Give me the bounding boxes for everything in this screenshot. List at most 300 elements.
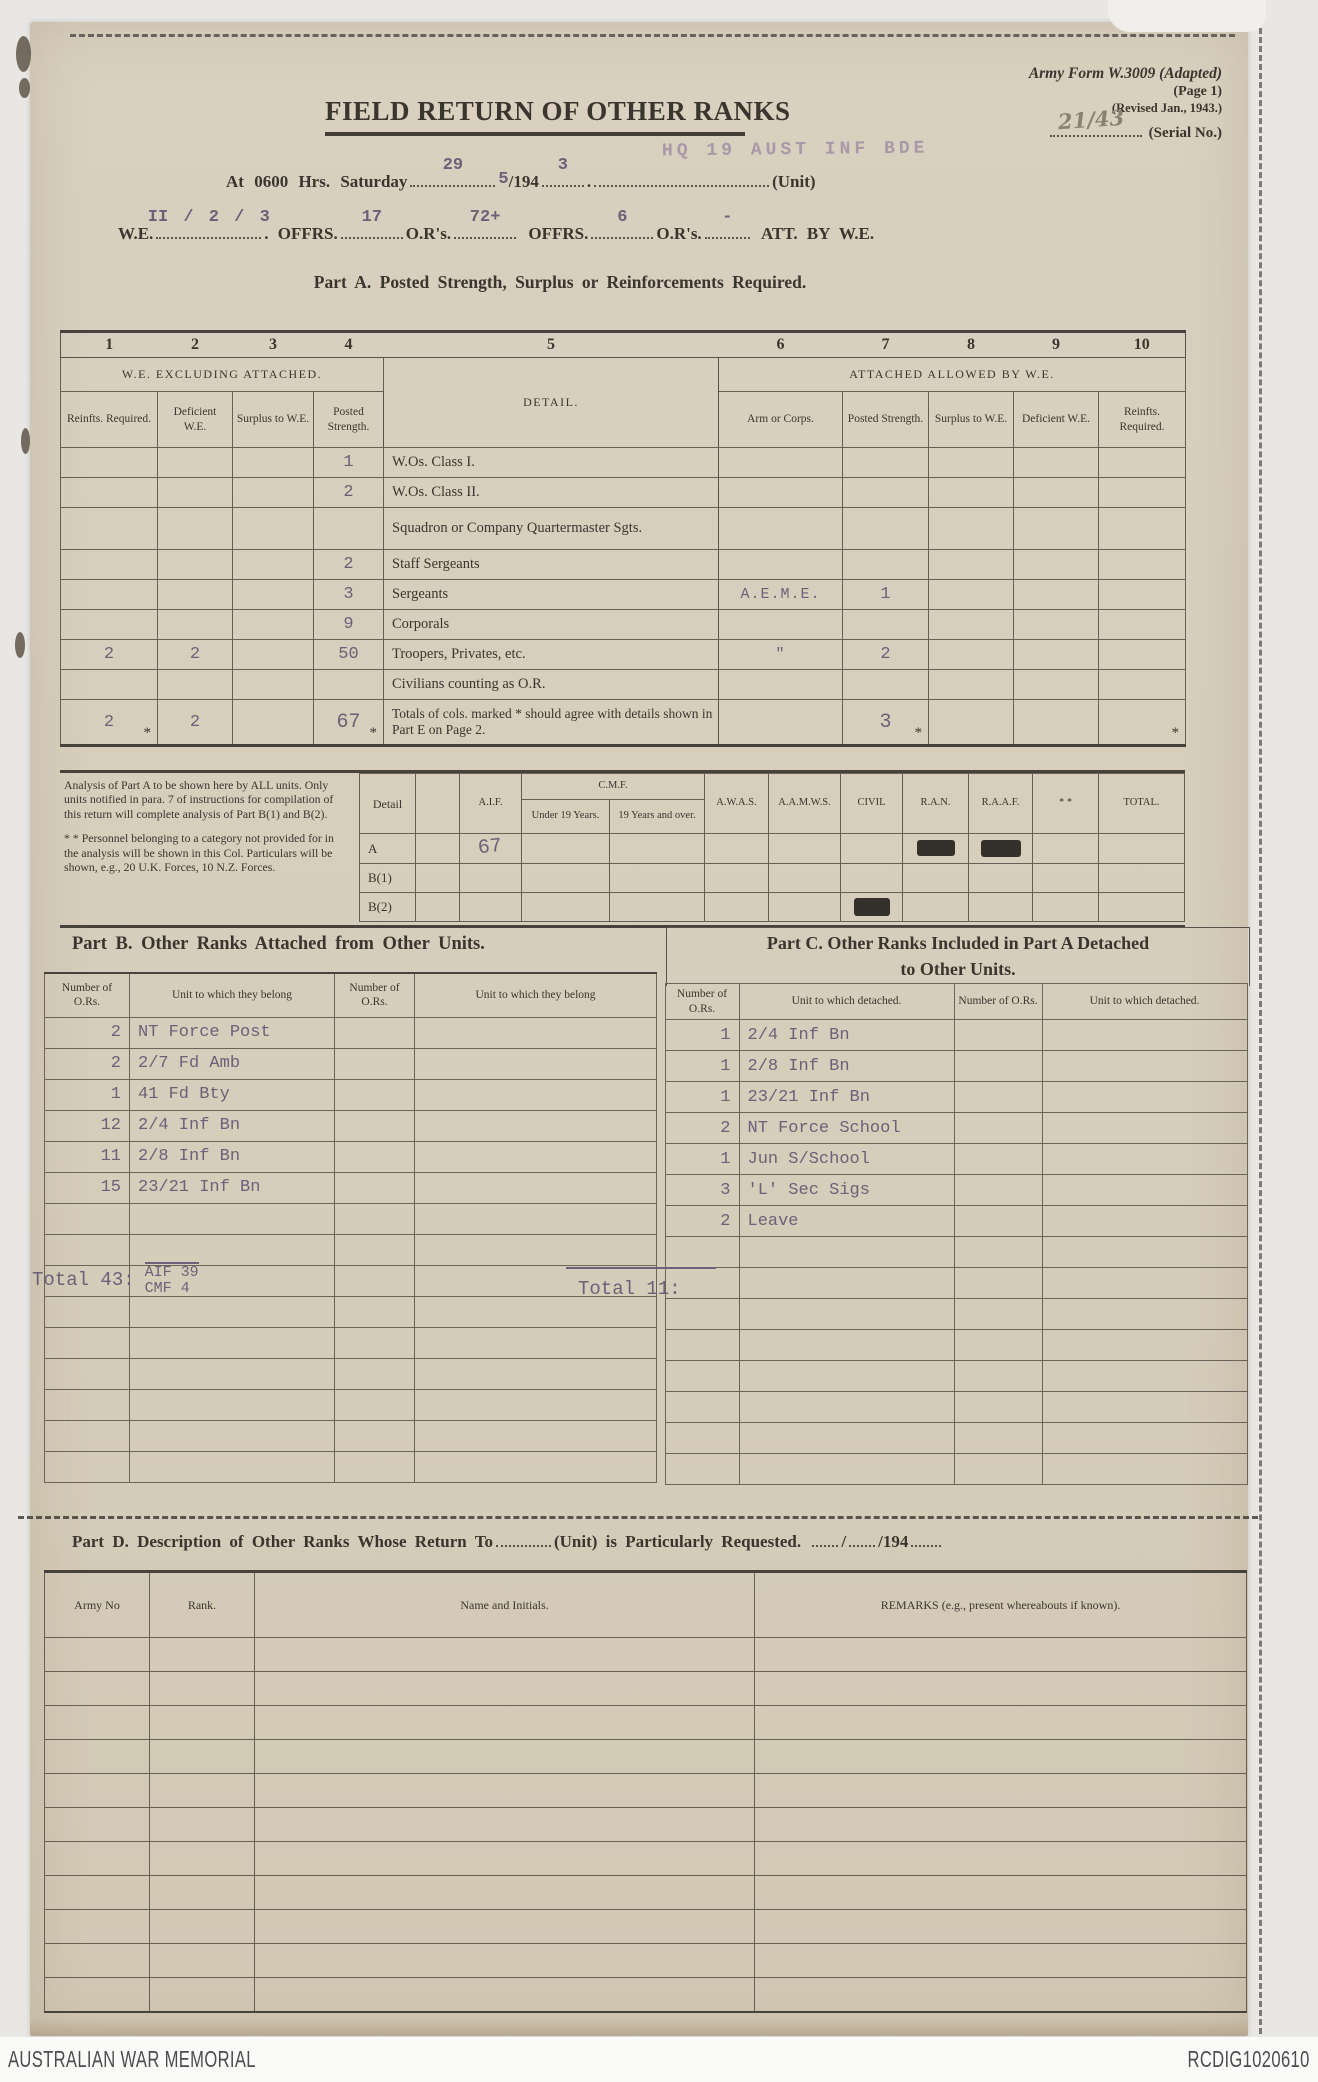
analysis-col-over19: 19 Years and over. [610, 800, 705, 834]
empty-cell [335, 1296, 415, 1327]
empty-cell [929, 670, 1014, 700]
empty-cell [45, 1389, 130, 1420]
empty-cell [233, 508, 314, 550]
empty-cell [158, 580, 233, 610]
subhead-surplus: Surplus to W.E. [233, 392, 314, 448]
unit-name: NT Force School [739, 1113, 954, 1144]
empty-cell [61, 508, 158, 550]
empty-cell [739, 1423, 954, 1454]
col-name-initials: Name and Initials. [255, 1572, 755, 1638]
empty-cell [150, 1740, 255, 1774]
col-army-no: Army No [45, 1572, 150, 1638]
empty-cell [45, 1706, 150, 1740]
empty-cell [1099, 580, 1186, 610]
col-number: 9 [1014, 332, 1099, 358]
empty-cell [739, 1299, 954, 1330]
col-number: 8 [929, 332, 1014, 358]
empty-cell [522, 863, 610, 892]
scan-artifact [15, 632, 25, 658]
empty-cell [954, 1392, 1042, 1423]
empty-cell [150, 1842, 255, 1876]
empty-cell [415, 1389, 657, 1420]
unit-name: 2/8 Inf Bn [739, 1051, 954, 1082]
empty-cell [45, 1740, 150, 1774]
part-a-table [60, 330, 1186, 747]
year-printed: /194 [508, 172, 539, 191]
empty-cell [335, 1389, 415, 1420]
col-number: 10 [1099, 332, 1186, 358]
arm-or-corps-ditto: " [719, 640, 843, 670]
posted-strength-value: 2 [314, 550, 384, 580]
empty-cell [769, 892, 841, 921]
table-row [45, 1978, 1247, 2012]
table-row [45, 1327, 657, 1358]
empty-cell [739, 1392, 954, 1423]
totals-attached-posted [843, 700, 929, 746]
empty-cell [1042, 1361, 1247, 1392]
empty-cell [929, 508, 1014, 550]
analysis-row-a [360, 834, 1185, 863]
part-b-total-breakdown [145, 1262, 199, 1297]
empty-cell [45, 1672, 150, 1706]
table-row [61, 670, 1186, 700]
empty-cell [954, 1454, 1042, 1485]
empty-cell [1099, 508, 1186, 550]
empty-cell [158, 670, 233, 700]
table-row [45, 1774, 1247, 1808]
empty-cell [150, 1774, 255, 1808]
ors-count: 2 [665, 1206, 739, 1237]
empty-cell [255, 1672, 755, 1706]
empty-cell [233, 640, 314, 670]
empty-cell [1042, 1330, 1247, 1361]
empty-cell [1033, 863, 1099, 892]
part-d-heading [72, 1530, 944, 1552]
empty-cell [45, 1358, 130, 1389]
table-row [45, 1234, 657, 1265]
table-row [45, 1172, 657, 1203]
empty-cell [130, 1451, 335, 1482]
part-c-table [665, 983, 1248, 1485]
empty-cell [954, 1082, 1042, 1113]
empty-cell [1099, 478, 1186, 508]
analysis-col-under19: Under 19 Years. [522, 800, 610, 834]
empty-cell [45, 1420, 130, 1451]
group-left-header: W.E. EXCLUDING ATTACHED. [61, 358, 384, 392]
empty-cell [150, 1672, 255, 1706]
empty-cell [755, 1672, 1247, 1706]
empty-cell [610, 863, 705, 892]
empty-cell [1042, 1020, 1247, 1051]
part-a-heading: Part A. Posted Strength, Surplus or Reinforcements Required. [313, 272, 807, 292]
table-row [665, 1299, 1247, 1330]
totals-reinfts-attached [1099, 700, 1186, 746]
part-d-year-field [911, 1530, 941, 1547]
table-row [665, 1237, 1247, 1268]
paper-bottom-shadow [30, 2018, 1248, 2036]
we-label: W.E. [118, 224, 154, 243]
empty-cell [1042, 1051, 1247, 1082]
empty-cell [755, 1740, 1247, 1774]
part-c-heading-line1: Part C. Other Ranks Included in Part A Detached [766, 933, 1150, 953]
empty-cell [755, 1910, 1247, 1944]
empty-cell [150, 1876, 255, 1910]
ors2-field [705, 208, 750, 239]
empty-cell [335, 1451, 415, 1482]
att-label: ATT. BY W.E. [761, 224, 875, 243]
we-line [118, 208, 875, 244]
col-unit-belong: Unit to which they belong [415, 973, 657, 1017]
unit-name: Jun S/School [739, 1144, 954, 1175]
empty-cell [1099, 834, 1185, 863]
detail-label: Staff Sergeants [384, 550, 719, 580]
empty-cell [45, 1296, 130, 1327]
table-row [61, 448, 1186, 478]
ors-count: 1 [665, 1144, 739, 1175]
empty-cell [1042, 1144, 1247, 1175]
empty-cell [416, 863, 460, 892]
attached-posted-value: 2 [843, 640, 929, 670]
analysis-raaf-cell [969, 834, 1033, 863]
col-number: 4 [314, 332, 384, 358]
empty-cell [130, 1389, 335, 1420]
empty-cell [739, 1361, 954, 1392]
empty-cell [843, 550, 929, 580]
part-a-section [60, 330, 1186, 747]
torn-edge-patch [1108, 0, 1266, 32]
document-paper [30, 22, 1248, 2036]
empty-cell [954, 1268, 1042, 1299]
group-header-row [61, 358, 1186, 392]
table-row [665, 1423, 1247, 1454]
asterisk-mark: * [369, 725, 377, 741]
empty-cell [335, 1203, 415, 1234]
unit-field [594, 170, 769, 187]
part-d-unit-field [496, 1530, 551, 1547]
empty-cell [903, 863, 969, 892]
totals-note: Totals of cols. marked * should agree with details shown in Part E on Page 2. [384, 700, 719, 746]
unit-name: 23/21 Inf Bn [130, 1172, 335, 1203]
unit-name: 2/4 Inf Bn [130, 1110, 335, 1141]
empty-cell [954, 1144, 1042, 1175]
analysis-row-label: B(1) [360, 863, 416, 892]
col-number: 1 [61, 332, 158, 358]
empty-cell [61, 478, 158, 508]
posted-strength-value: 1 [314, 448, 384, 478]
empty-cell [1033, 834, 1099, 863]
analysis-col-detail: Detail [360, 774, 416, 834]
table-row [45, 1203, 657, 1234]
part-d-table [44, 1570, 1247, 2013]
empty-cell [415, 1420, 657, 1451]
col-number: 2 [158, 332, 233, 358]
empty-cell [255, 1944, 755, 1978]
table-row [45, 1672, 1247, 1706]
empty-cell [1042, 1113, 1247, 1144]
table-row [665, 1392, 1247, 1423]
subhead-posted: Posted Strength. [314, 392, 384, 448]
we-field [147, 208, 270, 239]
table-row [45, 1358, 657, 1389]
empty-cell [335, 1327, 415, 1358]
typed-underline [566, 1267, 716, 1269]
form-number: Army Form W.3009 (Adapted) [1028, 65, 1222, 82]
ors-count: 1 [665, 1051, 739, 1082]
unit-name: 2/7 Fd Amb [130, 1048, 335, 1079]
empty-cell [415, 1141, 657, 1172]
detail-label: Sergeants [384, 580, 719, 610]
ors-count: 3 [665, 1175, 739, 1206]
totals-posted [314, 700, 384, 746]
part-c-header-row [665, 984, 1247, 1020]
empty-cell [416, 774, 460, 834]
part-c-total-text: Total 11: [578, 1278, 681, 1300]
totals-deficient: 2 [158, 700, 233, 746]
empty-cell [61, 670, 158, 700]
posted-strength-value: 9 [314, 610, 384, 640]
analysis-col-other: * * [1033, 774, 1099, 834]
empty-cell [415, 1017, 657, 1048]
page-number: (Page 1) [1173, 84, 1222, 100]
table-row [45, 1842, 1247, 1876]
empty-cell [158, 448, 233, 478]
empty-cell [1014, 670, 1099, 700]
empty-cell [335, 1048, 415, 1079]
table-row [45, 1808, 1247, 1842]
empty-cell [415, 1048, 657, 1079]
analysis-header-row-1 [360, 774, 1185, 800]
empty-cell [843, 670, 929, 700]
empty-cell [255, 1706, 755, 1740]
empty-cell [130, 1358, 335, 1389]
empty-cell [415, 1451, 657, 1482]
empty-cell [1042, 1423, 1247, 1454]
empty-cell [739, 1268, 954, 1299]
group-right-header: ATTACHED ALLOWED BY W.E. [719, 358, 1186, 392]
empty-cell [739, 1330, 954, 1361]
table-row [665, 1268, 1247, 1299]
empty-cell [158, 550, 233, 580]
analysis-col-aif: A.I.F. [460, 774, 522, 834]
table-row [45, 1451, 657, 1482]
table-row [45, 1706, 1247, 1740]
empty-cell [130, 1296, 335, 1327]
period: . [586, 172, 592, 191]
empty-cell [335, 1358, 415, 1389]
date-day-value: 29 [442, 156, 464, 175]
empty-cell [233, 610, 314, 640]
empty-cell [954, 1051, 1042, 1082]
offrs2-field [591, 208, 653, 239]
unit-label: (Unit) [772, 172, 816, 191]
empty-cell [719, 448, 843, 478]
empty-cell [255, 1808, 755, 1842]
table-row [665, 1082, 1247, 1113]
unit-name: 'L' Sec Sigs [739, 1175, 954, 1206]
empty-cell [130, 1234, 335, 1265]
empty-cell [705, 834, 769, 863]
offrs2-label: OFFRS. [528, 224, 589, 243]
empty-cell [954, 1113, 1042, 1144]
date-year-value: 3 [557, 156, 568, 175]
table-row [45, 1296, 657, 1327]
empty-cell [739, 1454, 954, 1485]
empty-cell [1099, 610, 1186, 640]
column-number-row [61, 332, 1186, 358]
empty-cell [415, 1358, 657, 1389]
date-month-value: 5 [498, 170, 509, 189]
subhead-reinfts: Reinfts. Required. [1099, 392, 1186, 448]
totals-reinfts [61, 700, 158, 746]
empty-cell [1014, 508, 1099, 550]
empty-cell [45, 1638, 150, 1672]
empty-cell [841, 863, 903, 892]
period-2: . [264, 224, 269, 243]
empty-cell [255, 1774, 755, 1808]
perforation-line-right [1259, 28, 1262, 2034]
ors-count: 2 [45, 1017, 130, 1048]
table-row [45, 1740, 1247, 1774]
footer-left-text: AUSTRALIAN WAR MEMORIAL [8, 2046, 256, 2072]
empty-cell [843, 478, 929, 508]
ors2-label: O.R's. [656, 224, 702, 243]
empty-cell [45, 1808, 150, 1842]
empty-cell [665, 1299, 739, 1330]
part-d-month-field [849, 1530, 875, 1547]
ors-count: 1 [665, 1082, 739, 1113]
empty-cell [665, 1361, 739, 1392]
empty-cell [415, 1079, 657, 1110]
empty-cell [954, 1423, 1042, 1454]
empty-cell [150, 1944, 255, 1978]
ors-count: 2 [45, 1048, 130, 1079]
empty-cell [841, 834, 903, 863]
posted-strength-value: 50 [314, 640, 384, 670]
empty-cell [929, 478, 1014, 508]
empty-cell [719, 670, 843, 700]
empty-cell [739, 1237, 954, 1268]
scan-artifact [19, 78, 30, 98]
serial-dotted-line [1050, 104, 1142, 137]
unit-name: 2/8 Inf Bn [130, 1141, 335, 1172]
empty-cell [158, 478, 233, 508]
empty-cell [233, 448, 314, 478]
empty-cell [1014, 610, 1099, 640]
form-title: FIELD RETURN OF OTHER RANKS [325, 96, 745, 136]
empty-cell [335, 1420, 415, 1451]
empty-cell [719, 700, 843, 746]
subhead-reinfts: Reinfts. Required. [61, 392, 158, 448]
part-c-heading [667, 928, 1249, 986]
col-number: 6 [719, 332, 843, 358]
empty-cell [335, 1110, 415, 1141]
subhead-deficient: Deficient W.E. [1014, 392, 1099, 448]
detail-label: Troopers, Privates, etc. [384, 640, 719, 670]
part-b-header-row [45, 973, 657, 1017]
empty-cell [954, 1175, 1042, 1206]
empty-cell [719, 508, 843, 550]
ors-count: 11 [45, 1141, 130, 1172]
empty-cell [769, 863, 841, 892]
empty-cell [45, 1774, 150, 1808]
analysis-col-total: TOTAL. [1099, 774, 1185, 834]
empty-cell [929, 448, 1014, 478]
empty-cell [45, 1978, 150, 2012]
empty-cell [255, 1978, 755, 2012]
table-row [61, 640, 1186, 670]
analysis-note-1: Analysis of Part A to be shown here by ALL units. Only units notified in para. 7 of instructions for compilation of this return will complete analysis of Part B(1) and B(2). [64, 778, 334, 821]
posted-strength-value: 2 [314, 478, 384, 508]
perforation-line-top [70, 34, 1235, 37]
analysis-ran-cell [903, 834, 969, 863]
empty-cell [233, 670, 314, 700]
col-unit-detached: Unit to which detached. [739, 984, 954, 1020]
empty-cell [61, 550, 158, 580]
empty-cell [705, 863, 769, 892]
footer-bar [0, 2037, 1318, 2082]
table-row [45, 1048, 657, 1079]
ors-count: 12 [45, 1110, 130, 1141]
part-c-section [666, 983, 1248, 1485]
analysis-col-civil: CIVIL [841, 774, 903, 834]
empty-cell [843, 448, 929, 478]
footer-right-text: RCDIG1020610 [1187, 2046, 1310, 2072]
empty-cell [755, 1876, 1247, 1910]
empty-cell [415, 1296, 657, 1327]
part-b-total-text: Total 43: [32, 1268, 135, 1291]
table-row [665, 1330, 1247, 1361]
empty-cell [929, 610, 1014, 640]
table-row [45, 1420, 657, 1451]
separator-dashed-line [18, 1516, 1258, 1519]
empty-cell [755, 1808, 1247, 1842]
analysis-aif-value [460, 834, 522, 863]
empty-cell [755, 1842, 1247, 1876]
analysis-row-label: A [360, 834, 416, 863]
analysis-row-b1 [360, 863, 1185, 892]
empty-cell [1042, 1392, 1247, 1423]
revision-note: (Revised Jan., 1943.) [1111, 100, 1222, 115]
col-unit-belong: Unit to which they belong [130, 973, 335, 1017]
detail-label: Corporals [384, 610, 719, 640]
table-row [61, 610, 1186, 640]
empty-cell [1099, 640, 1186, 670]
part-c-heading-line2: to Other Units. [900, 959, 1016, 980]
totals-posted-value: 67 [336, 710, 361, 734]
scan-artifact [21, 428, 30, 454]
detail-label: Squadron or Company Quartermaster Sgts. [384, 508, 719, 550]
subhead-posted: Posted Strength. [843, 392, 929, 448]
table-row [61, 508, 1186, 550]
empty-cell [415, 1234, 657, 1265]
subhead-arm: Arm or Corps. [719, 392, 843, 448]
empty-cell [843, 508, 929, 550]
analysis-col-ran: R.A.N. [903, 774, 969, 834]
detail-header: DETAIL. [384, 358, 719, 448]
analysis-section [60, 770, 1185, 928]
empty-cell [1099, 863, 1185, 892]
table-row [45, 1389, 657, 1420]
empty-cell [158, 610, 233, 640]
col-number-of-ors: Number of O.Rs. [45, 973, 130, 1017]
empty-cell [705, 892, 769, 921]
date-year-field [542, 156, 584, 187]
empty-cell [61, 610, 158, 640]
analysis-table [359, 773, 1185, 922]
table-row [45, 1876, 1247, 1910]
empty-cell [45, 1327, 130, 1358]
empty-cell [954, 1206, 1042, 1237]
